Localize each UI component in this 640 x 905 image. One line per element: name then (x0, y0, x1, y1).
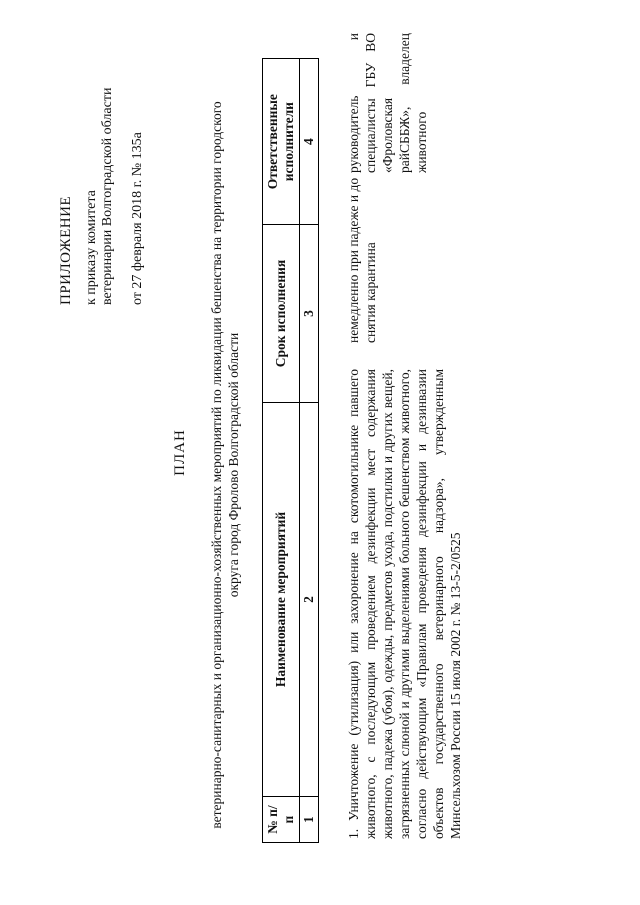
row-responsible: руководитель и специалисты ГБУ ВО «Фроловская райСББЖ», владелец животного (346, 33, 429, 173)
table-header-row (263, 59, 300, 843)
plan-subtitle (208, 65, 242, 865)
header-number: № п/п (263, 797, 300, 843)
appendix-line-1: к приказу комитета (84, 190, 99, 305)
row-term: немедленно при падеже и до снятия карантина (346, 177, 378, 343)
column-number: 3 (300, 225, 319, 402)
row-description: 1. Уничтожение (утилизация) или захоронение на скотомогильнике павшего животного, с последующим проведением дезинфекции мест содержания животного, падежа (убоя), одежды, предметов ухода, подстилки и других вещей, загрязненных слюной и другими выделениями больного бешенством животного, согласно действующим «Правилам проведения дезинфекции и дезинвазии объектов государственного ветеринарного надзора», утвержденным Минсельхозом России 15 июля 2002 г. № 13-5-2/0525 (346, 369, 463, 839)
column-number: 4 (300, 59, 319, 225)
plan-subtitle-line-2: округа город Фролово Волгоградской области (226, 332, 241, 598)
appendix-date: от 27 февраля 2018 г. № 135а (130, 132, 145, 305)
appendix-title: ПРИЛОЖЕНИЕ (58, 195, 74, 305)
header-term: Срок исполнения (263, 225, 300, 402)
column-number-row (300, 59, 319, 843)
column-number: 1 (300, 797, 319, 843)
header-responsible: Ответственные исполнители (263, 59, 300, 225)
plan-subtitle-line-1: ветеринарно-санитарных и организационно-хозяйственных мероприятий по ликвидации бешенства на территории городского (209, 101, 224, 829)
appendix-line-2: ветеринарии Волгоградской области (100, 87, 115, 305)
column-number: 2 (300, 402, 319, 796)
header-activity: Наименование мероприятий (263, 402, 300, 796)
plan-table (262, 58, 319, 843)
appendix-block (58, 25, 146, 305)
plan-title: ПЛАН (172, 429, 188, 476)
